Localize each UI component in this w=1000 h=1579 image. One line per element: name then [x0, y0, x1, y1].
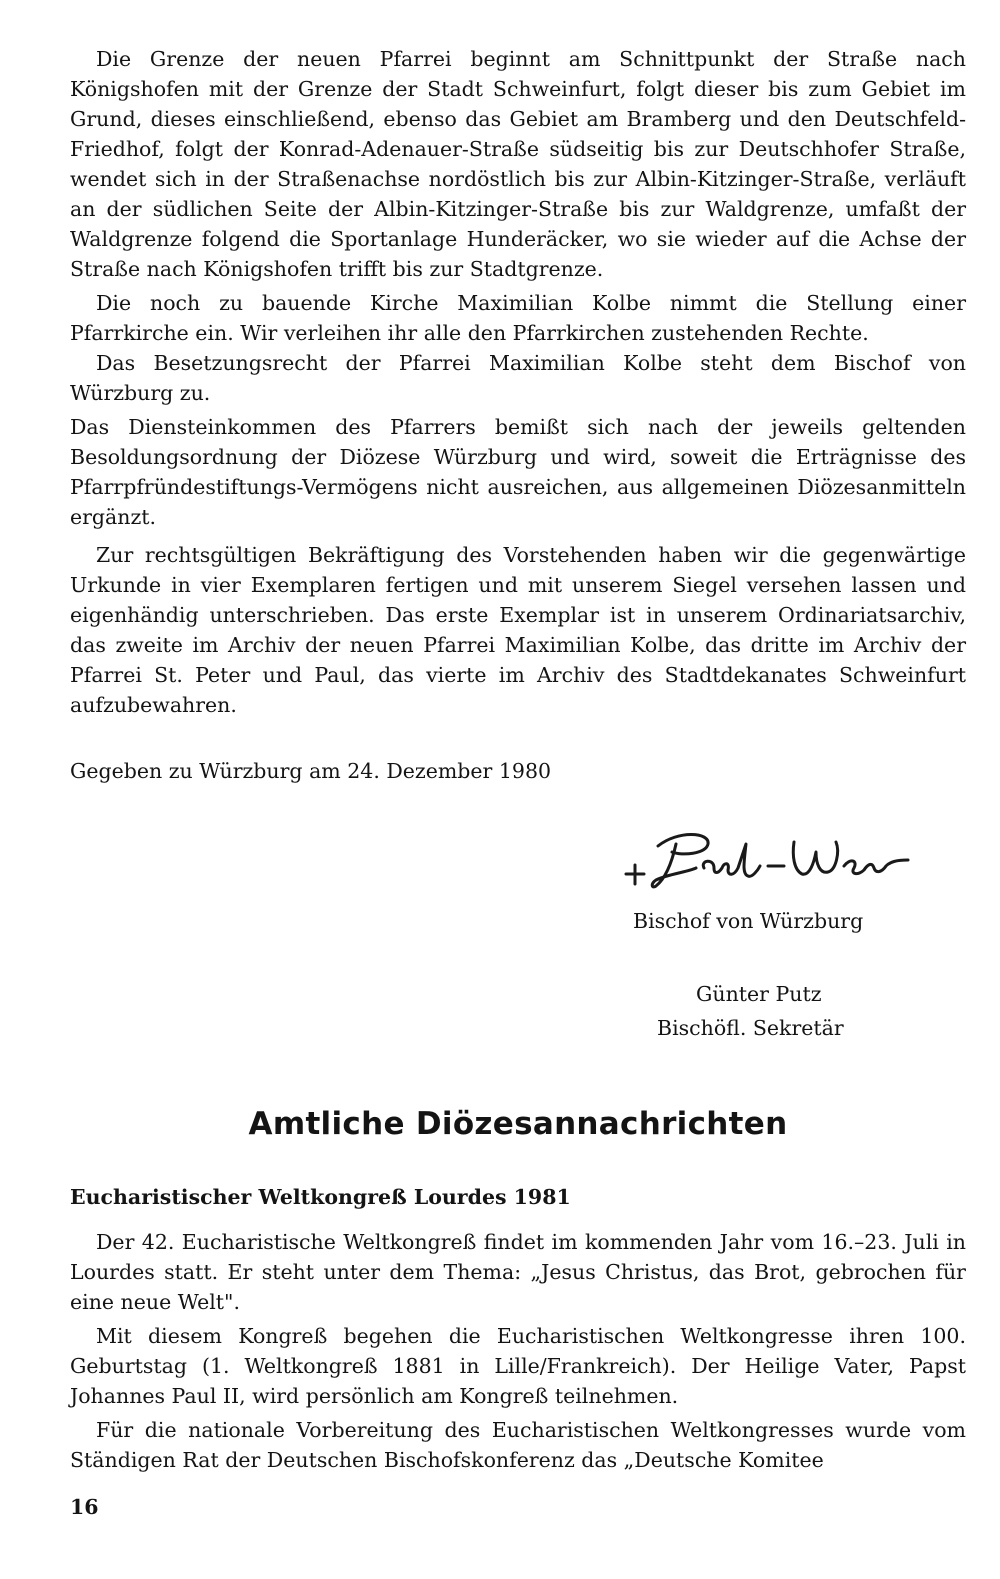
- page-number: 16: [70, 1495, 99, 1519]
- body-paragraph-income: Das Diensteinkommen des Pfarrers bemißt sich nach der jeweils geltenden Besoldungsordnung der Diözese Würzburg und wird, soweit die Erträgnisse des Pfarrpfründestiftungs-Vermögens nicht ausreichen, aus allgemeinen Diözesanmitteln ergänzt.: [70, 415, 966, 529]
- signature-image: [618, 822, 918, 892]
- section-subheading: Eucharistischer Weltkongreß Lourdes 1981: [70, 1185, 571, 1209]
- section-paragraph-anniversary: Mit diesem Kongreß begehen die Eucharistischen Weltkongresse ihren 100. Geburtstag (1. Weltkongreß 1881 in Lille/Frankreich). Der Heilige Vater, Papst Johannes Paul II, wird persönlich am Kongreß teilnehmen.: [70, 1324, 966, 1408]
- signature-text: + Paul-Werner: [618, 822, 626, 823]
- body-paragraph-certification: Zur rechtsgültigen Bekräftigung des Vorstehenden haben wir die gegenwärtige Urkunde in vier Exemplaren fertigen und mit unserem Siegel versehen lassen und eigenhändig unterschrieben. Das erste Exemplar ist in unserem Ordinariatsarchiv, das zweite im Archiv der neuen Pfarrei Maximilian Kolbe, das dritte im Archiv der Pfarrei St. Peter und Paul, das vierte im Archiv des Stadtdekanates Schweinfurt aufzubewahren.: [70, 543, 966, 717]
- signer-title: Bischof von Würzburg: [633, 909, 864, 933]
- section-paragraph-preparation: Für die nationale Vorbereitung des Eucharistischen Weltkongresses wurde vom Ständigen Rat der Deutschen Bischofskonferenz das „Deutsche Komitee: [70, 1418, 966, 1472]
- section-heading: Amtliche Diözesannachrichten: [248, 1106, 788, 1142]
- body-paragraph-boundary: Die Grenze der neuen Pfarrei beginnt am Schnittpunkt der Straße nach Königshofen mit der Grenze der Stadt Schweinfurt, folgt dieser bis zum Gebiet im Grund, dieses einschließend, ebenso das Gebiet am Bramberg und den Deutschfeld-Friedhof, folgt der Konrad-Adenauer-Straße südseitig bis zur Deutschhofer Straße, wendet sich in der Straßenachse nordöstlich bis zur Albin-Kitzinger-Straße, verläuft an der südlichen Seite der Albin-Kitzinger-Straße bis zur Waldgrenze, umfaßt der Waldgrenze folgend die Sportanlage Hunderäcker, wo sie wieder auf die Achse der Straße nach Königshofen trifft bis zur Stadtgrenze.: [70, 47, 966, 281]
- dateline: Gegeben zu Würzburg am 24. Dezember 1980: [70, 759, 552, 783]
- secretary-name: Günter Putz: [696, 982, 822, 1006]
- document-page: [70, 44, 966, 1472]
- section-paragraph-congress: Der 42. Eucharistische Weltkongreß findet im kommenden Jahr vom 16.–23. Juli in Lourdes statt. Er steht unter dem Thema: „Jesus Christus, das Brot, gebrochen für eine neue Welt".: [70, 1230, 966, 1314]
- body-paragraph-church: Die noch zu bauende Kirche Maximilian Kolbe nimmt die Stellung einer Pfarrkirche ein. Wir verleihen ihr alle den Pfarrkirchen zustehenden Rechte.: [70, 291, 966, 345]
- section-body: [70, 1227, 966, 1475]
- secretary-title: Bischöfl. Sekretär: [657, 1016, 844, 1040]
- body-paragraph-appointment: Das Besetzungsrecht der Pfarrei Maximilian Kolbe steht dem Bischof von Würzburg zu.: [70, 351, 966, 405]
